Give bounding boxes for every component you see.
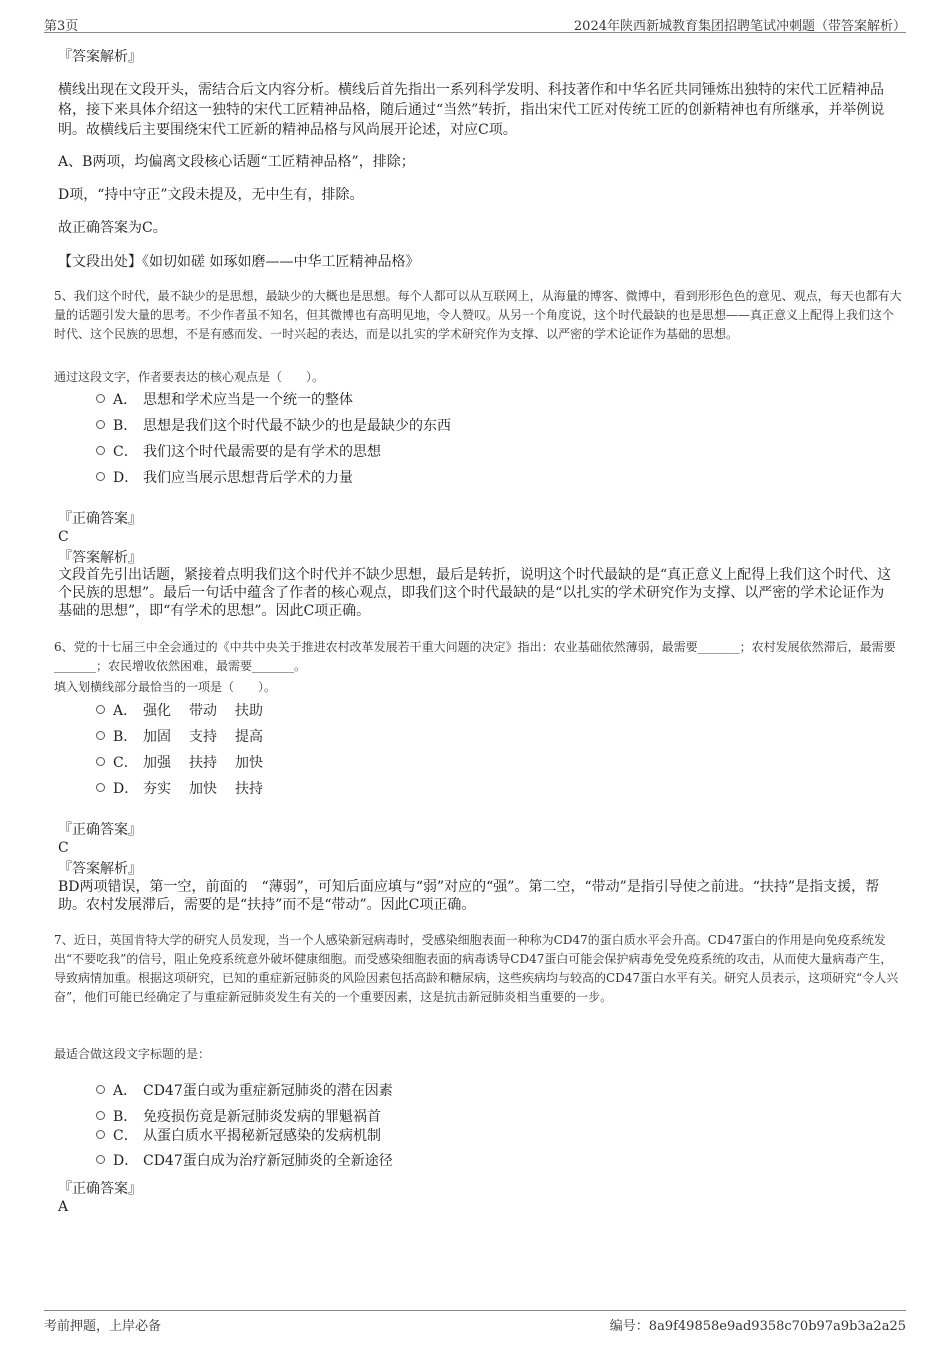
analysis-option-d: D项，“持中守正”文段未提及，无中生有，排除。 (58, 187, 364, 203)
question-5-option-b[interactable]: B． 思想是我们这个时代最不缺少的也是最缺少的东西 (96, 417, 451, 435)
footer-slogan: 考前押题，上岸必备 (44, 1319, 162, 1334)
question-7-correct-label: 『正确答案』 (58, 1181, 142, 1197)
question-6-option-a[interactable]: A． 强化 带动 扶助 (96, 702, 281, 720)
radio-button[interactable] (96, 705, 105, 714)
question-5-prompt: 通过这段文字，作者要表达的核心观点是（ ）。 (54, 370, 325, 384)
question-5-stem: 5、我们这个时代，最不缺少的是思想，最缺少的大概也是思想。每个人都可以从互联网上，从海量的博客、微博中，看到形形色色的意见、观点，每天也都有大量的话题引发大量的思考。不少作者虽不知名，但其微博也有高明见地，令人赞叹。从另一个角度说，这个时代最缺的也是思想——真正意义上配得上我们这个时代、这个民族的思想，不是有感而发、一时兴起的表达，而是以扎实的学术研究作为支撑、以严密的学术论证作为基础的思想。 (54, 289, 902, 341)
analysis-answer: 故正确答案为C。 (58, 220, 167, 236)
question-6-option-d[interactable]: D． 夯实 加快 扶持 (96, 780, 281, 798)
radio-button[interactable] (96, 1130, 105, 1139)
question-6-prompt: 填入划横线部分最恰当的一项是（ ）。 (54, 680, 277, 694)
analysis-option-ab: A、B两项，均偏离文段核心话题“工匠精神品格”，排除； (58, 154, 415, 170)
question-5-analysis-label: 『答案解析』 (58, 550, 142, 566)
radio-button[interactable] (96, 394, 105, 403)
question-5-option-a[interactable]: A． 思想和学术应当是一个统一的整体 (96, 391, 353, 409)
radio-button[interactable] (96, 1155, 105, 1164)
passage-source: 【文段出处】《如切如磋 如琢如磨——中华工匠精神品格》 (58, 254, 420, 270)
question-6-option-b[interactable]: B． 加固 支持 提高 (96, 728, 281, 746)
footer-serial: 编号：8a9f49858e9ad9358c70b97a9b3a2a25 (609, 1319, 906, 1334)
question-6-stem: 6、党的十七届三中全会通过的《中共中央关于推进农村改革发展若干重大问题的决定》指出：农业基础依然薄弱，最需要_______；农村发展依然滞后，最需要_______；农民增收依然困难，最需要_______。 (54, 640, 896, 673)
question-7-correct-answer: A (58, 1199, 69, 1215)
question-5-correct-answer: C (58, 529, 69, 545)
radio-button[interactable] (96, 420, 105, 429)
page-number: 第3页 (44, 19, 79, 34)
page-header (44, 12, 906, 33)
question-5-option-d[interactable]: D． 我们应当展示思想背后学术的力量 (96, 469, 353, 487)
question-5-analysis: 文段首先引出话题，紧接着点明我们这个时代并不缺少思想，最后是转折，说明这个时代最缺的是“真正意义上配得上我们这个时代、这个民族的思想”。最后一句话中蕴含了作者的核心观点，即我们这个时代最缺的是“以扎实的学术研究作为支撑、以严密的学术论证作为基础的思想”，即“有学术的思想”。因此C项正确。 (58, 567, 892, 619)
question-5-correct-label: 『正确答案』 (58, 511, 142, 527)
question-7-prompt: 最适合做这段文字标题的是： (54, 1047, 211, 1061)
question-6-analysis-label: 『答案解析』 (58, 861, 142, 877)
question-6-correct-label: 『正确答案』 (58, 822, 142, 838)
radio-button[interactable] (96, 1085, 105, 1094)
question-6-analysis: BD两项错误，第一空，前面的 “薄弱”，可知后面应填与“弱”对应的“强”。第二空，“带动”是指引导使之前进。“扶持”是指支援，帮助。农村发展滞后，需要的是“扶持”而不是“带动”。因此C项正确。 (58, 879, 880, 913)
radio-button[interactable] (96, 446, 105, 455)
question-7-option-b[interactable]: B． 免疫损伤竟是新冠肺炎发病的罪魁祸首 (96, 1108, 381, 1126)
question-7-option-d[interactable]: D． CD47蛋白成为治疗新冠肺炎的全新途径 (96, 1152, 393, 1170)
question-6-correct-answer: C (58, 840, 69, 856)
radio-button[interactable] (96, 783, 105, 792)
analysis-label: 『答案解析』 (58, 49, 142, 65)
page-footer (44, 1310, 906, 1335)
radio-button[interactable] (96, 757, 105, 766)
question-7-option-a[interactable]: A． CD47蛋白或为重症新冠肺炎的潜在因素 (96, 1082, 393, 1100)
radio-button[interactable] (96, 1111, 105, 1120)
analysis-text: 横线出现在文段开头，需结合后文内容分析。横线后首先指出一系列科学发明、科技著作和中华名匠共同锤炼出独特的宋代工匠精神品格，接下来具体介绍这一独特的宋代工匠精神品格，随后通过“当然”转折，指出宋代工匠对传统工匠的创新精神也有所继承，并举例说明。故横线后主要围绕宋代工匠新的精神品格与风尚展开论述，对应C项。 (58, 82, 885, 138)
radio-button[interactable] (96, 472, 105, 481)
question-7-stem: 7、近日，英国肯特大学的研究人员发现，当一个人感染新冠病毒时，受感染细胞表面一种称为CD47的蛋白质水平会升高。CD47蛋白的作用是向免疫系统发出“不要吃我”的信号，阻止免疫系统意外破坏健康细胞。而受感染细胞表面的病毒诱导CD47蛋白可能会保护病毒免受免疫系统的攻击，从而使大量病毒产生，导致病情加重。根据这项研究，已知的重症新冠肺炎的风险因素包括高龄和糖尿病，这些疾病均与较高的CD47蛋白水平有关。研究人员表示，这项研究“令人兴奋”，他们可能已经确定了与重症新冠肺炎发生有关的一个重要因素，这是抗击新冠肺炎相当重要的一步。 (54, 933, 899, 1004)
question-5-option-c[interactable]: C． 我们这个时代最需要的是有学术的思想 (96, 443, 381, 461)
radio-button[interactable] (96, 731, 105, 740)
document-title: 2024年陕西新城教育集团招聘笔试冲刺题（带答案解析） (573, 19, 906, 34)
question-6-option-c[interactable]: C． 加强 扶持 加快 (96, 754, 281, 772)
question-7-option-c[interactable]: C． 从蛋白质水平揭秘新冠感染的发病机制 (96, 1127, 381, 1145)
